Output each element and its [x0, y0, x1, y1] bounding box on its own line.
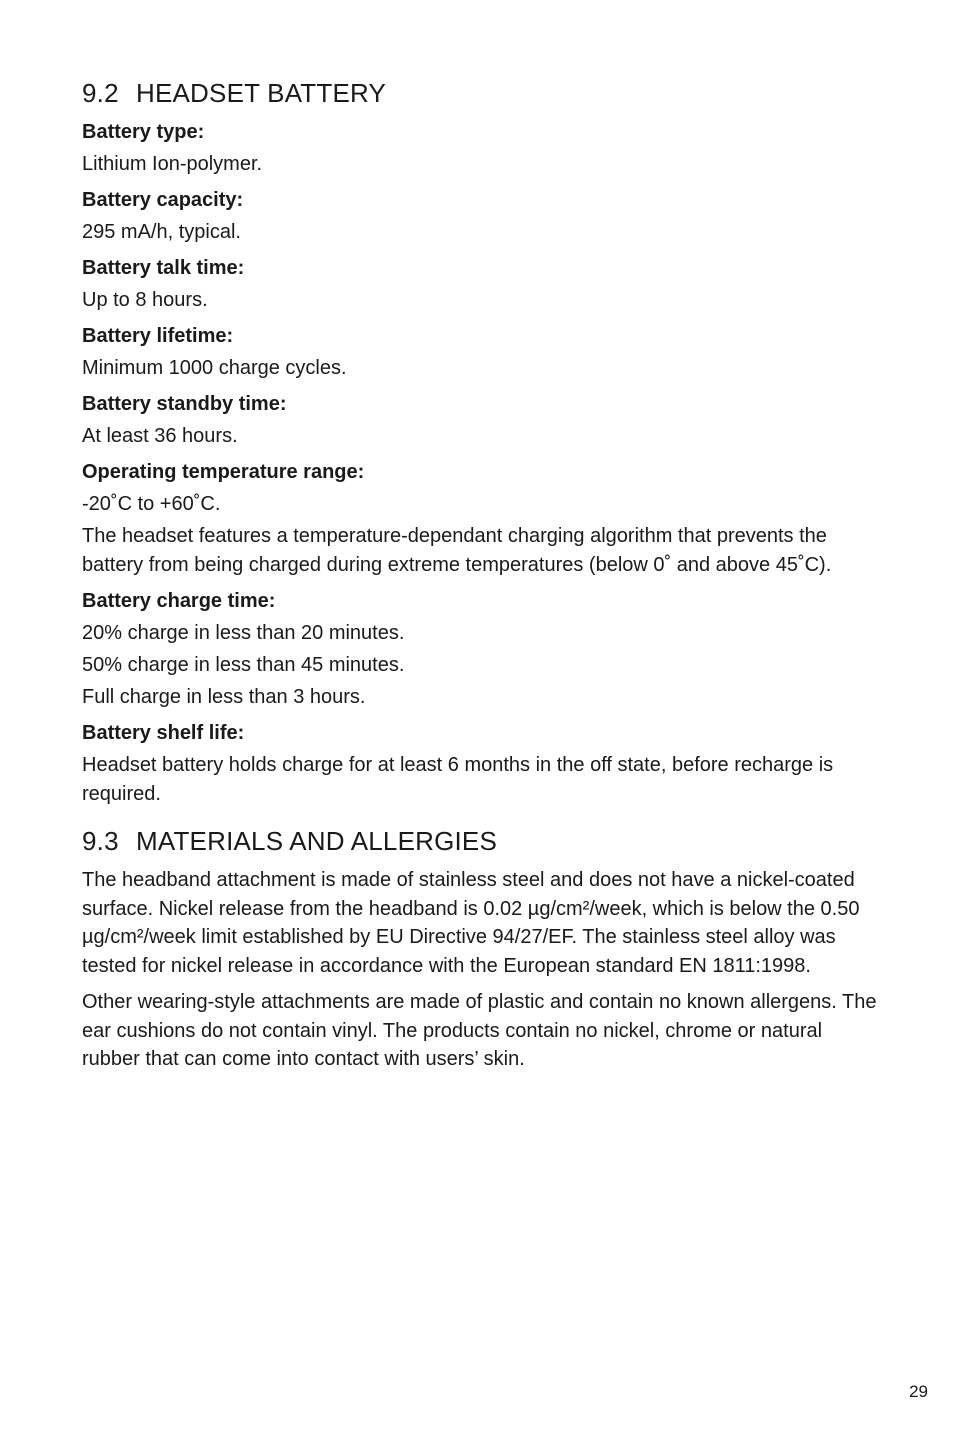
- materials-paragraph-headband: The headband attachment is made of stainless steel and does not have a nickel-coated surface. Nickel release from the headband is 0.02 µg/cm²/week, which is below the 0.50 µg/cm²/week limit established by EU Directive 94/27/EF. The stainless steel alloy was tested for nickel release in accordance with the European standard EN 1811:1998.: [82, 869, 860, 977]
- battery-standby-time-label: Battery standby time:: [82, 393, 287, 415]
- battery-capacity-label: Battery capacity:: [82, 189, 244, 211]
- battery-shelf-life-value: Headset battery holds charge for at least 6 months in the off state, before recharge is required.: [82, 754, 834, 805]
- page-content: [82, 74, 882, 1082]
- battery-standby-time-value: At least 36 hours.: [82, 425, 238, 447]
- section-heading-headset-battery: [82, 74, 882, 112]
- charge-time-value-50: 50% charge in less than 45 minutes.: [82, 654, 405, 676]
- operating-temperature-value: -20˚C to +60˚C.: [82, 493, 221, 515]
- section-title: HEADSET BATTERY: [136, 78, 387, 108]
- charge-time-value-20: 20% charge in less than 20 minutes.: [82, 622, 405, 644]
- temperature-charging-note: The headset features a temperature-dependant charging algorithm that prevents the battery from being charged during extreme temperatures (below 0˚ and above 45˚C).: [82, 525, 832, 576]
- operating-temperature-label: Operating temperature range:: [82, 461, 365, 483]
- battery-type-label: Battery type:: [82, 121, 205, 143]
- page-number: 29: [909, 1382, 928, 1401]
- battery-shelf-life-label: Battery shelf life:: [82, 722, 245, 744]
- section-heading-materials-allergies: [82, 822, 882, 860]
- charge-time-value-full: Full charge in less than 3 hours.: [82, 686, 366, 708]
- battery-lifetime-label: Battery lifetime:: [82, 325, 234, 347]
- section-number: 9.3: [82, 826, 119, 856]
- battery-lifetime-value: Minimum 1000 charge cycles.: [82, 357, 347, 379]
- battery-capacity-value: 295 mA/h, typical.: [82, 221, 241, 243]
- section-number: 9.2: [82, 78, 119, 108]
- battery-talk-time-label: Battery talk time:: [82, 257, 245, 279]
- materials-paragraph-attachments: Other wearing-style attachments are made of plastic and contain no known allergens. The ear cushions do not contain vinyl. The products contain no nickel, chrome or natural rubber that can come into contact with users’ skin.: [82, 991, 877, 1070]
- section-title: MATERIALS AND ALLERGIES: [136, 826, 498, 856]
- battery-charge-time-label: Battery charge time:: [82, 590, 276, 612]
- battery-talk-time-value: Up to 8 hours.: [82, 289, 208, 311]
- battery-type-value: Lithium Ion-polymer.: [82, 153, 263, 175]
